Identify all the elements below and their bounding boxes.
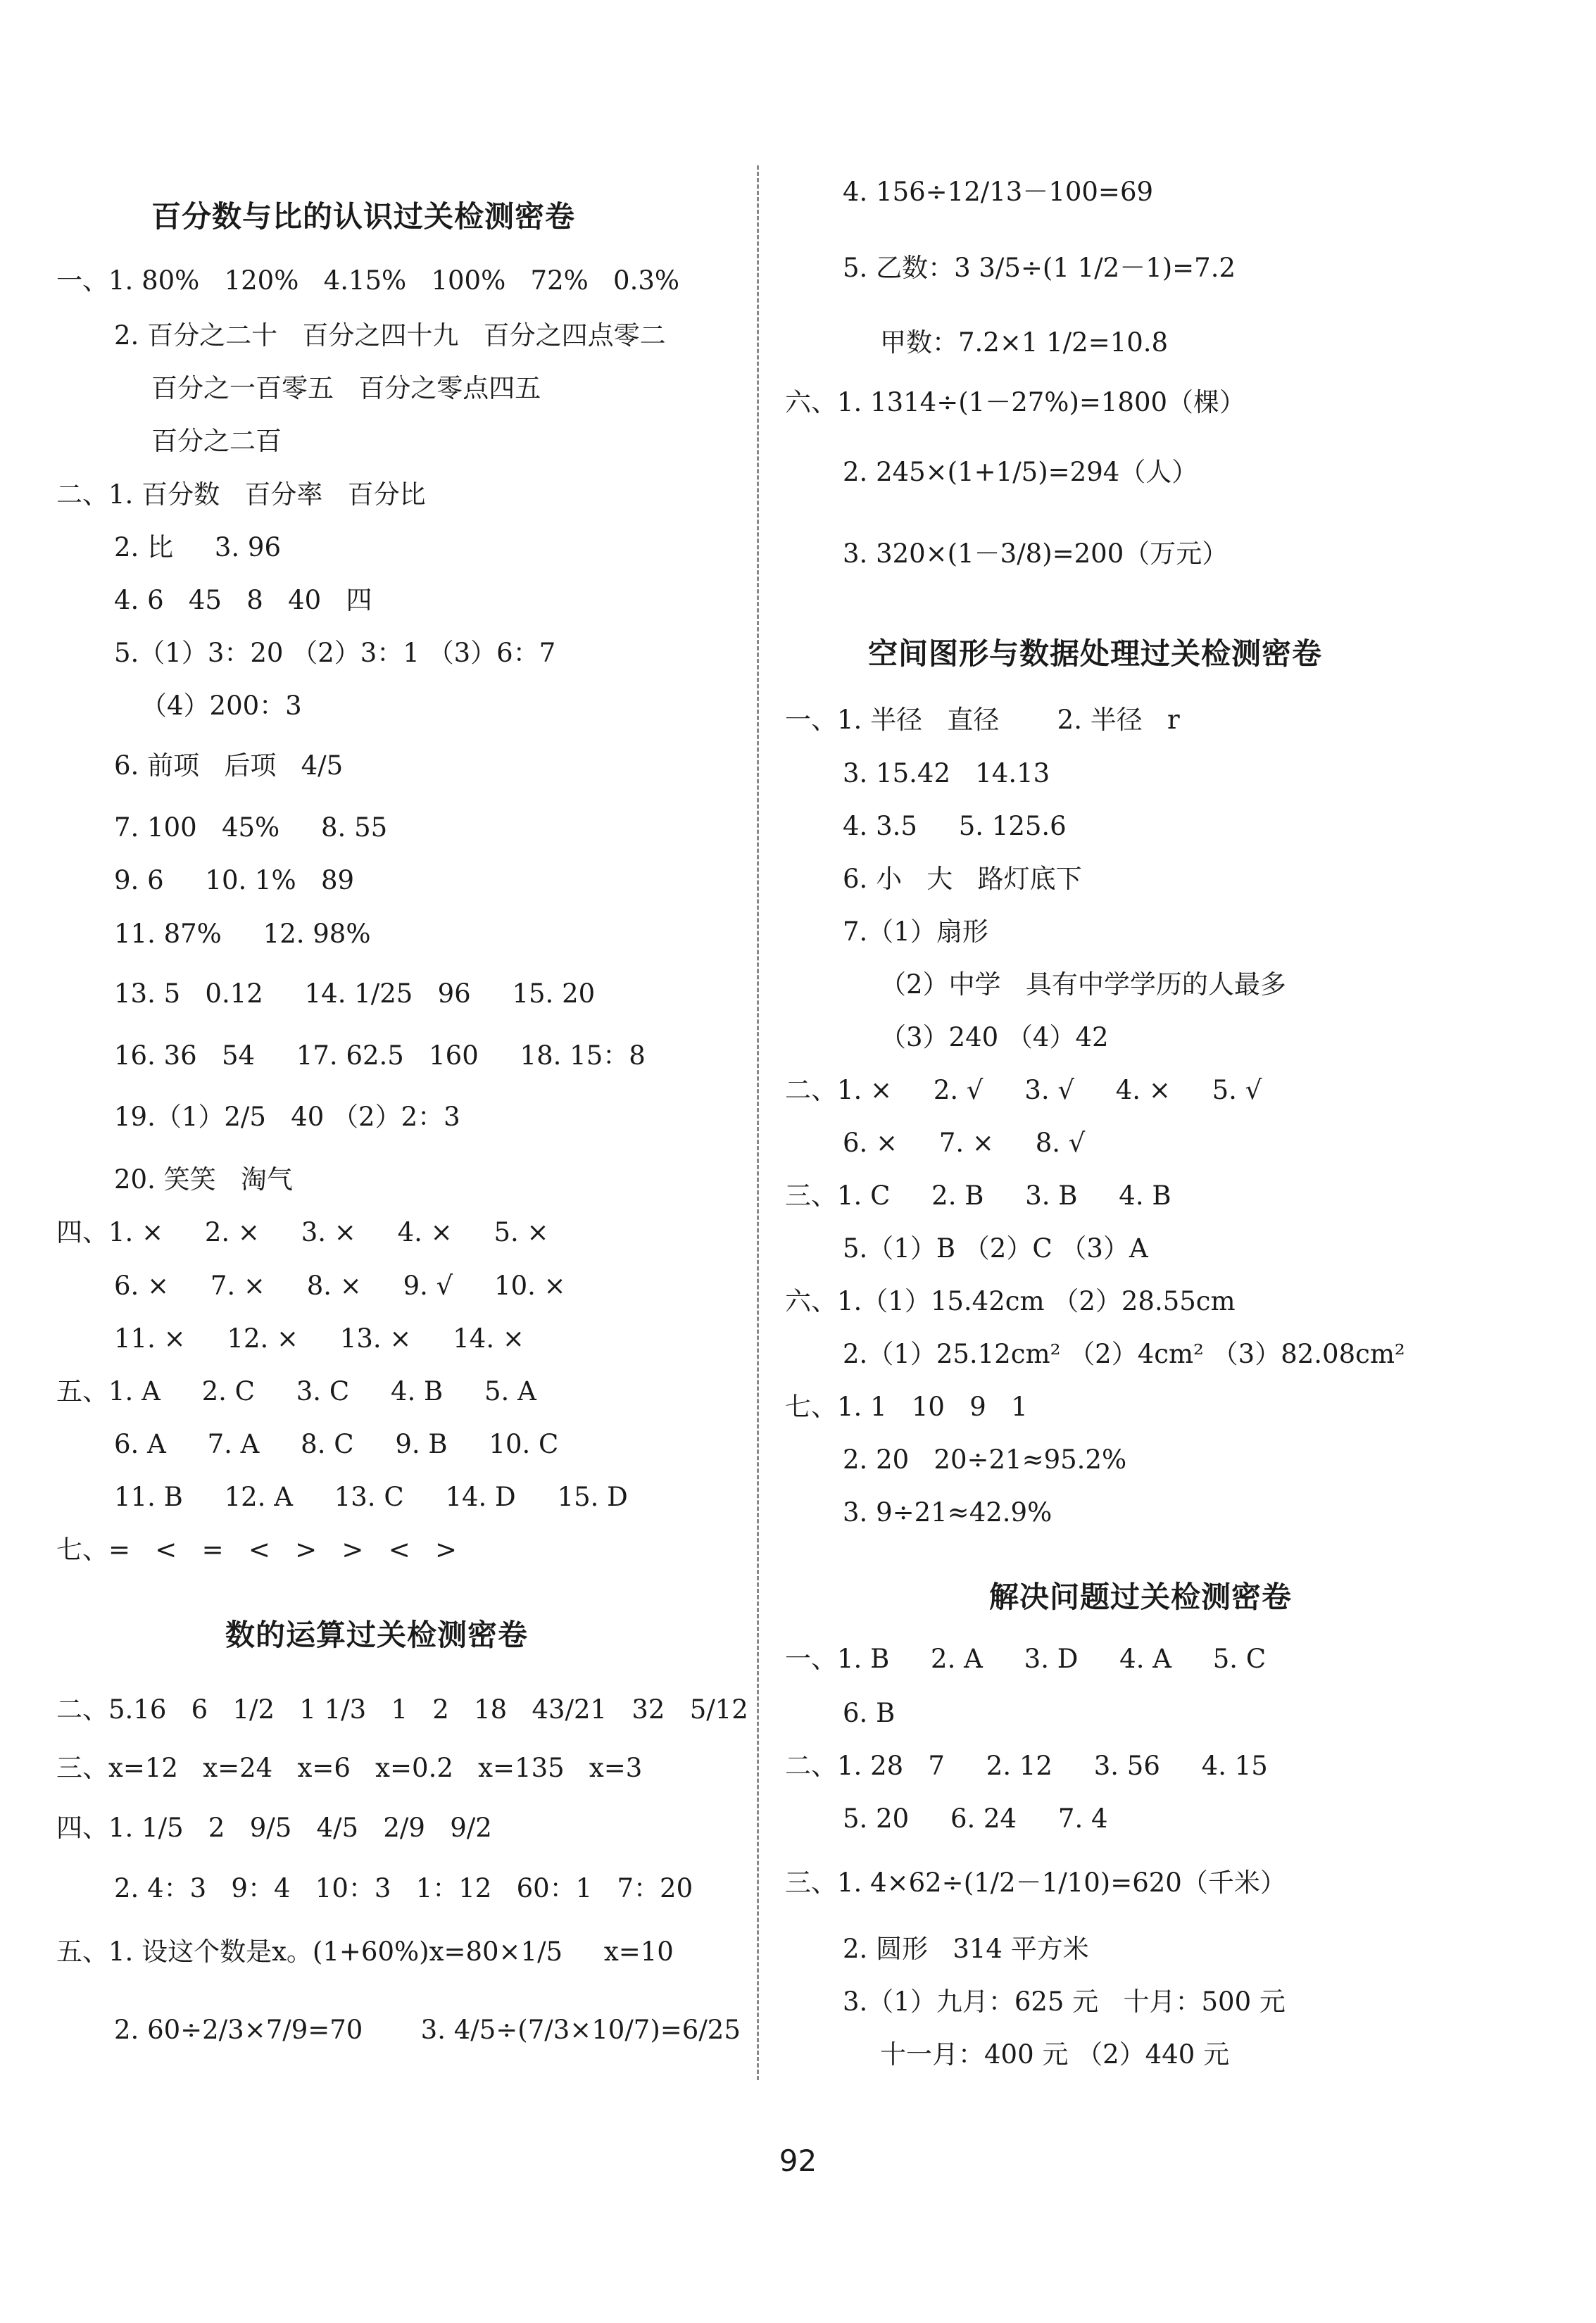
answer-line: 16. 36 54 17. 62.5 160 18. 15：8 [114,1040,646,1071]
answer-line: 六、1. 1314÷(1－27%)=1800（棵） [785,386,1246,417]
answer-line: 5. 20 6. 24 7. 4 [843,1803,1108,1834]
answer-line: 一、1. 80% 120% 4.15% 100% 72% 0.3% [56,265,680,296]
answer-line: （4）200：3 [141,690,302,721]
answer-line: 三、x=12 x=24 x=6 x=0.2 x=135 x=3 [56,1752,643,1783]
answer-line: 二、1. 28 7 2. 12 3. 56 4. 15 [785,1750,1268,1781]
answer-line: 13. 5 0.12 14. 1/25 96 15. 20 [114,978,596,1009]
answer-line: 四、1. 1/5 2 9/5 4/5 2/9 9/2 [56,1812,492,1843]
answer-line: 2. 20 20÷21≈95.2% [843,1444,1127,1475]
answer-line: 3. 9÷21≈42.9% [843,1497,1053,1528]
answer-line: 6. × 7. × 8. × 9. √ 10. × [114,1270,566,1301]
answer-line: 4. 3.5 5. 125.6 [843,810,1067,841]
answer-line: 百分之一百零五 百分之零点四五 [151,372,541,403]
answer-line: 3. 320×(1－3/8)=200（万元） [843,538,1229,569]
answer-line: 2. 百分之二十 百分之四十九 百分之四点零二 [114,320,666,351]
answer-line: 七、= < = < > > < > [56,1534,458,1565]
section-title-geometry-data: 空间图形与数据处理过关检测密卷 [868,636,1323,671]
answer-line: 6. 前项 后项 4/5 [114,750,344,781]
answer-line: 二、1. 百分数 百分率 百分比 [56,479,426,510]
answer-line: 11. × 12. × 13. × 14. × [114,1323,524,1354]
answer-line: 5.（1）B （2）C （3）A [843,1233,1148,1264]
answer-line: 5. 乙数：3 3/5÷(1 1/2－1)=7.2 [843,252,1236,283]
answer-line: 5.（1）3：20 （2）3：1 （3）6：7 [114,637,556,668]
answer-line: 甲数：7.2×1 1/2=10.8 [880,327,1169,358]
answer-line: 一、1. B 2. A 3. D 4. A 5. C [785,1643,1267,1674]
answer-line: 6. A 7. A 8. C 9. B 10. C [114,1428,559,1459]
answer-line: 四、1. × 2. × 3. × 4. × 5. × [56,1216,549,1247]
answer-line: 十一月：400 元 （2）440 元 [880,2039,1230,2070]
answer-line: 2. 圆形 314 平方米 [843,1933,1089,1964]
answer-line: 3. 15.42 14.13 [843,757,1050,788]
answer-line: 6. × 7. × 8. √ [843,1127,1086,1158]
answer-line: 五、1. A 2. C 3. C 4. B 5. A [56,1375,536,1406]
answer-line: 11. B 12. A 13. C 14. D 15. D [114,1481,628,1512]
section-title-percent-ratio: 百分数与比的认识过关检测密卷 [151,199,576,234]
answer-line: 五、1. 设这个数是x。(1+60%)x=80×1/5 x=10 [56,1936,674,1967]
answer-line: 7. 100 45% 8. 55 [114,812,388,843]
answer-line: 6. B [843,1697,896,1728]
answer-line: 6. 小 大 路灯底下 [843,863,1082,894]
answer-line: 19.（1）2/5 40 （2）2：3 [114,1101,460,1132]
answer-line: 3.（1）九月：625 元 十月：500 元 [843,1986,1286,2017]
answer-line: 百分之二百 [151,425,282,456]
page-number: 92 [779,2143,817,2178]
answer-line: 七、1. 1 10 9 1 [785,1391,1028,1422]
answer-line: 二、1. × 2. √ 3. √ 4. × 5. √ [785,1074,1262,1105]
section-title-number-operations: 数的运算过关检测密卷 [225,1618,529,1652]
answer-line: 11. 87% 12. 98% [114,918,371,949]
answer-line: 2. 245×(1+1/5)=294（人） [843,456,1198,487]
answer-line: 一、1. 半径 直径 2. 半径 r [785,704,1180,735]
answer-line: 20. 笑笑 淘气 [114,1164,293,1195]
section-title-problem-solving: 解决问题过关检测密卷 [989,1580,1293,1614]
answer-line: 三、1. 4×62÷(1/2－1/10)=620（千米） [785,1867,1286,1898]
answer-line: 4. 6 45 8 40 四 [114,584,372,615]
answer-line: 2. 比 3. 96 [114,531,282,562]
answer-line: 7.（1）扇形 [843,916,988,947]
answer-line: （3）240 （4）42 [880,1021,1109,1052]
answer-line: （2）中学 具有中学学历的人最多 [880,969,1286,1000]
answer-line: 二、5.16 6 1/2 1 1/3 1 2 18 43/21 32 5/12 [56,1694,748,1725]
answer-line: 9. 6 10. 1% 89 [114,864,355,895]
answer-line: 六、1.（1）15.42cm （2）28.55cm [785,1285,1236,1316]
column-divider [757,165,759,2080]
answer-line: 2. 4：3 9：4 10：3 1：12 60：1 7：20 [114,1872,693,1903]
answer-line: 2. 60÷2/3×7/9=70 3. 4/5÷(7/3×10/7)=6/25 [114,2014,741,2045]
answer-line: 2.（1）25.12cm² （2）4cm² （3）82.08cm² [843,1338,1405,1369]
answer-line: 4. 156÷12/13－100=69 [843,176,1154,207]
answer-line: 三、1. C 2. B 3. B 4. B [785,1180,1171,1211]
